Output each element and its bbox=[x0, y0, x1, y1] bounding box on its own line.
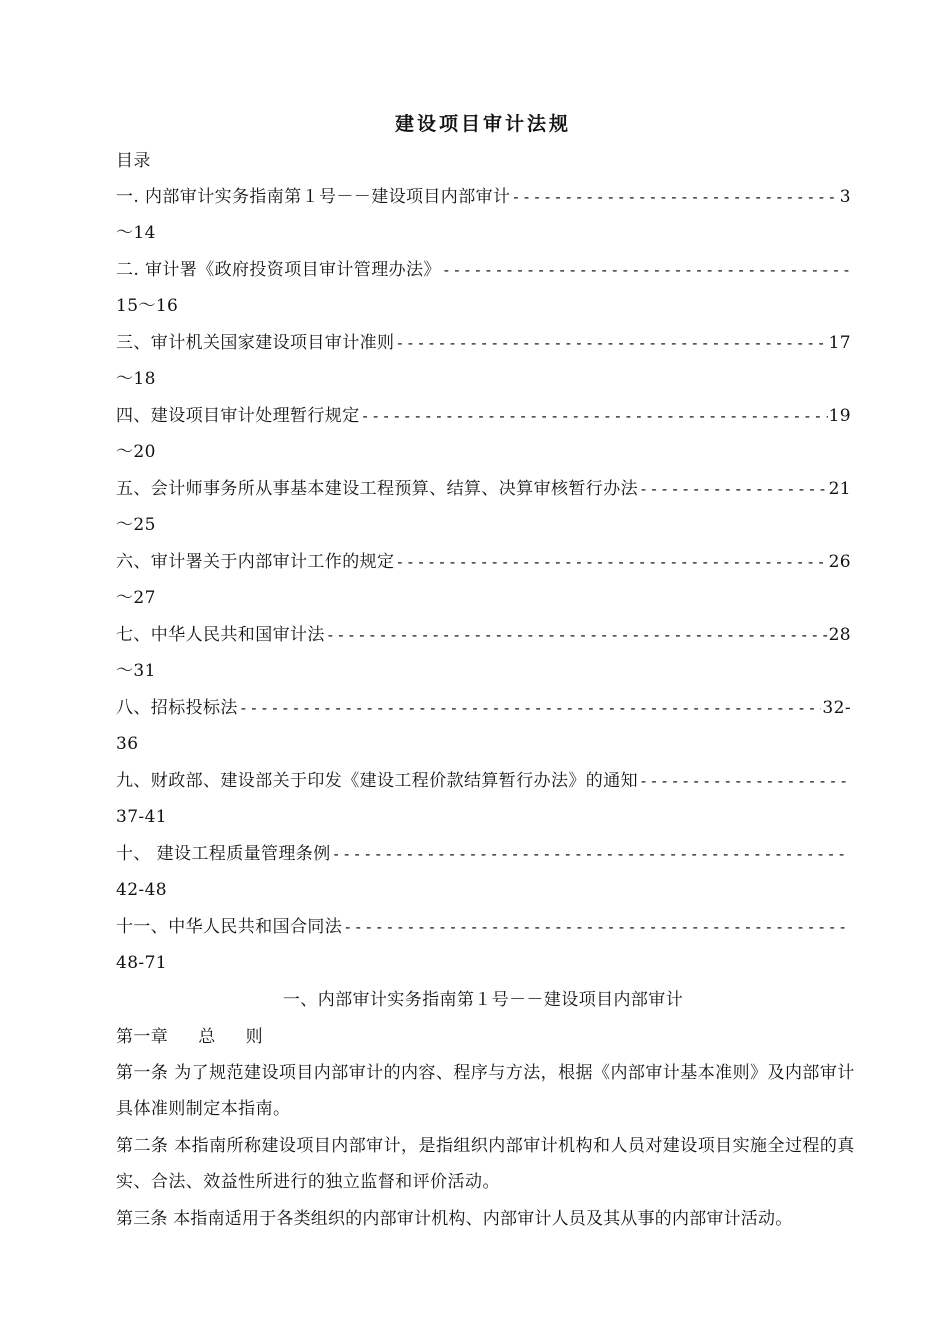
toc-entry bbox=[116, 185, 851, 209]
toc-leader bbox=[343, 915, 850, 939]
toc-entry bbox=[116, 404, 851, 428]
chapter-title-char: 则 bbox=[245, 1027, 264, 1047]
toc-entry-page-continuation: 37-41 bbox=[116, 807, 168, 827]
toc-entry bbox=[116, 331, 851, 355]
toc-leader bbox=[239, 696, 822, 720]
toc-entry-label: 六、审计署关于内部审计工作的规定 bbox=[116, 552, 395, 572]
chapter-number: 第一章 bbox=[116, 1027, 169, 1047]
toc-leader bbox=[332, 842, 850, 866]
toc-entry bbox=[116, 915, 851, 939]
toc-entry-page: 17 bbox=[828, 333, 851, 353]
chapter-title-char: 总 bbox=[198, 1027, 216, 1047]
toc-entry-label: 一. 内部审计实务指南第１号－－建设项目内部审计 bbox=[116, 187, 511, 207]
toc-entry-label: 二. 审计署《政府投资项目审计管理办法》 bbox=[116, 260, 441, 280]
toc-entry-page: 3 bbox=[839, 187, 851, 207]
toc-entry-label: 十、 建设工程质量管理条例 bbox=[116, 844, 331, 864]
toc-entry-page-continuation: ～14 bbox=[116, 223, 156, 243]
toc-entry-page-continuation: ～18 bbox=[116, 369, 156, 389]
toc-leader bbox=[361, 404, 828, 428]
toc-entry-label: 四、建设项目审计处理暂行规定 bbox=[116, 406, 360, 426]
article-paragraph: 第一条 为了规范建设项目内部审计的内容、程序与方法，根据《内部审计基本准则》及内部审计具体准则制定本指南。 bbox=[116, 1063, 855, 1119]
toc-entry-page: 26 bbox=[828, 552, 851, 572]
toc-entry-page-continuation: 48-71 bbox=[116, 953, 168, 973]
toc-entry-page-continuation: 36 bbox=[116, 734, 139, 754]
toc-entry bbox=[116, 550, 851, 574]
toc-leader bbox=[395, 550, 827, 574]
toc-leader bbox=[511, 185, 838, 209]
toc-entry-page-continuation: ～27 bbox=[116, 588, 156, 608]
toc-entry bbox=[116, 769, 851, 793]
toc-leader bbox=[442, 258, 850, 282]
toc-entry-page-continuation: ～31 bbox=[116, 661, 156, 681]
toc-entry bbox=[116, 258, 851, 282]
toc-entry-page: 19 bbox=[828, 406, 851, 426]
article-paragraph: 第三条 本指南适用于各类组织的内部审计机构、内部审计人员及其从事的内部审计活动。 bbox=[116, 1209, 793, 1229]
document-title: 建设项目审计法规 bbox=[394, 113, 571, 135]
toc-entry bbox=[116, 623, 851, 647]
toc-entry-page: 32- bbox=[822, 698, 851, 718]
toc-leader bbox=[395, 331, 827, 355]
toc-entry-label: 三、审计机关国家建设项目审计准则 bbox=[116, 333, 395, 353]
toc-entry-label: 九、财政部、建设部关于印发《建设工程价款结算暂行办法》的通知 bbox=[116, 771, 638, 791]
toc-entry-label: 五、会计师事务所从事基本建设工程预算、结算、决算审核暂行办法 bbox=[116, 479, 638, 499]
toc-entry-page: 21 bbox=[828, 479, 851, 499]
toc-entry-page-continuation: 15～16 bbox=[116, 296, 179, 316]
chapter-heading bbox=[116, 1025, 263, 1049]
toc-heading: 目录 bbox=[116, 151, 151, 171]
toc-entry bbox=[116, 696, 851, 720]
toc-entry-page: 28 bbox=[828, 625, 851, 645]
toc-leader bbox=[639, 477, 828, 501]
article-paragraph: 第二条 本指南所称建设项目内部审计，是指组织内部审计机构和人员对建设项目实施全过程的真实、合法、效益性所进行的独立监督和评价活动。 bbox=[116, 1136, 855, 1192]
toc-entry-page-continuation: ～20 bbox=[116, 442, 156, 462]
toc-entry bbox=[116, 477, 851, 501]
toc-leader bbox=[326, 623, 828, 647]
toc-entry-label: 七、中华人民共和国审计法 bbox=[116, 625, 325, 645]
toc-entry bbox=[116, 842, 851, 866]
toc-entry-label: 八、招标投标法 bbox=[116, 698, 238, 718]
toc-entry-page-continuation: ～25 bbox=[116, 515, 156, 535]
toc-entry-label: 十一、中华人民共和国合同法 bbox=[116, 917, 343, 937]
toc-leader bbox=[639, 769, 850, 793]
toc-entry-page-continuation: 42-48 bbox=[116, 880, 168, 900]
section-heading: 一、内部审计实务指南第１号－－建设项目内部审计 bbox=[282, 990, 684, 1010]
